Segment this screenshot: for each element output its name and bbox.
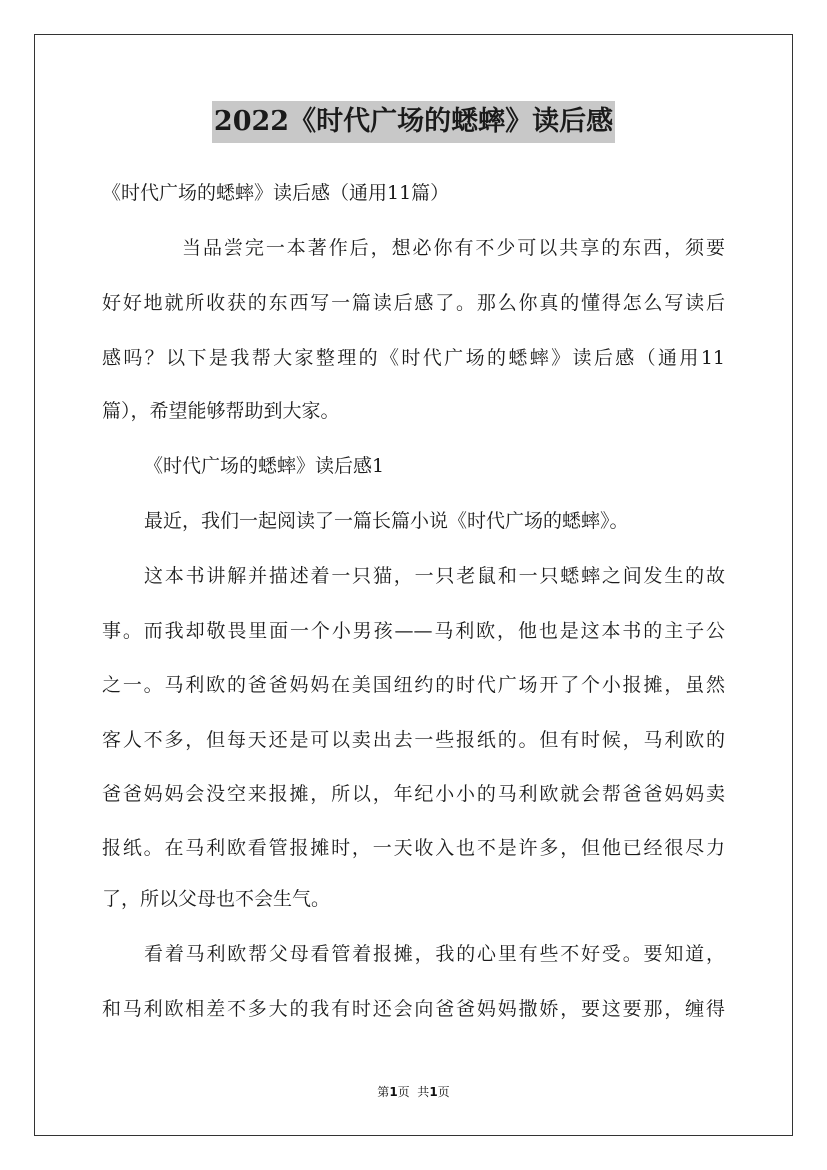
- footer-page-prefix: 第: [377, 1085, 390, 1099]
- footer-page-mid: 页 共: [397, 1085, 430, 1099]
- section-heading-1: 《时代广场的蟋蟀》读后感1: [144, 455, 385, 477]
- document-title: [0, 100, 827, 143]
- intro-line-3: 感吗？以下是我帮大家整理的《时代广场的蟋蟀》读后感（通用11: [102, 347, 725, 369]
- footer-page-current: 1: [389, 1085, 398, 1099]
- body-line-3: 事。而我却敬畏里面一个小男孩——马利欧，他也是这本书的主子公: [102, 620, 725, 642]
- document-subtitle: 《时代广场的蟋蟀》读后感（通用11篇）: [102, 182, 450, 204]
- intro-line-4: 篇），希望能够帮助到大家。: [102, 400, 340, 422]
- footer-page-total: 1: [429, 1085, 438, 1099]
- body-line-10: 和马利欧相差不多大的我有时还会向爸爸妈妈撒娇，要这要那，缠得: [102, 998, 725, 1020]
- body-line-8: 了，所以父母也不会生气。: [102, 888, 331, 910]
- footer-page-suffix: 页: [437, 1085, 450, 1099]
- body-line-2: 这本书讲解并描述着一只猫，一只老鼠和一只蟋蟀之间发生的故: [144, 565, 725, 587]
- intro-line-1: 当品尝完一本著作后，想必你有不少可以共享的东西，须要: [182, 237, 725, 259]
- body-line-5: 客人不多，但每天还是可以卖出去一些报纸的。但有时候，马利欧的: [102, 729, 725, 751]
- body-line-9: 看着马利欧帮父母看管着报摊，我的心里有些不好受。要知道，: [144, 943, 725, 965]
- page-footer: [0, 1084, 827, 1100]
- body-line-1: 最近，我们一起阅读了一篇长篇小说《时代广场的蟋蟀》。: [144, 510, 629, 532]
- body-line-4: 之一。马利欧的爸爸妈妈在美国纽约的时代广场开了个小报摊，虽然: [102, 674, 725, 696]
- document-title-text: 2022《时代广场的蟋蟀》读后感: [212, 101, 615, 143]
- body-line-7: 报纸。在马利欧看管报摊时，一天收入也不是许多，但他已经很尽力: [102, 837, 725, 859]
- body-line-6: 爸爸妈妈会没空来报摊，所以，年纪小小的马利欧就会帮爸爸妈妈卖: [102, 783, 725, 805]
- intro-line-2: 好好地就所收获的东西写一篇读后感了。那么你真的懂得怎么写读后: [102, 292, 725, 314]
